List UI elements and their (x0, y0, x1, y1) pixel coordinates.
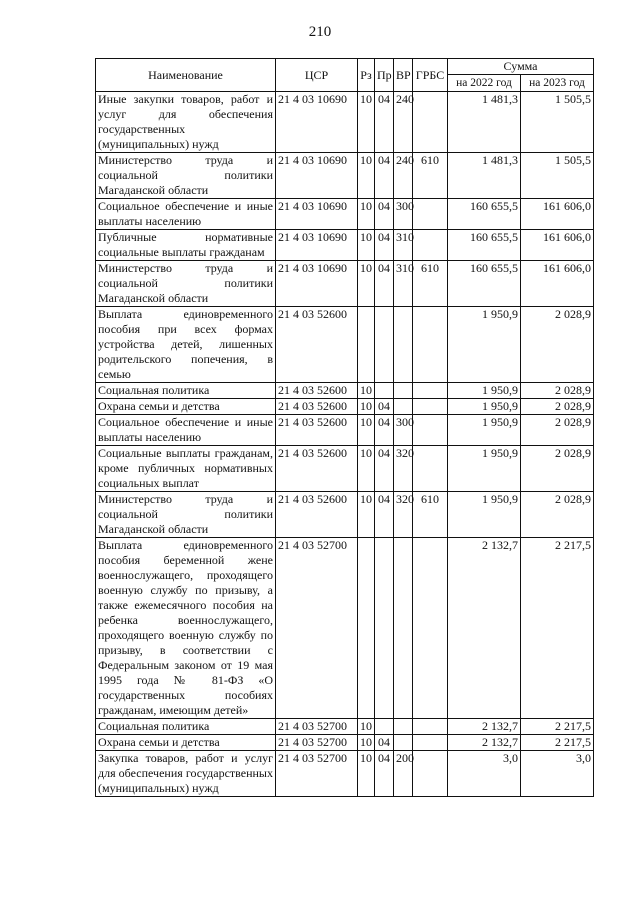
row-csr: 21 4 03 52600 (276, 492, 358, 538)
row-grbs (413, 307, 448, 383)
row-pr: 04 (375, 199, 394, 230)
row-sum-2022: 1 950,9 (448, 307, 521, 383)
row-sum-2023: 2 028,9 (521, 307, 594, 383)
row-rz: 10 (358, 751, 375, 797)
row-sum-2023: 3,0 (521, 751, 594, 797)
table-row (96, 92, 594, 153)
row-sum-2022: 2 132,7 (448, 735, 521, 751)
row-rz (358, 307, 375, 383)
row-csr: 21 4 03 52700 (276, 719, 358, 735)
table-header (96, 59, 594, 92)
row-vr (394, 307, 413, 383)
table-row (96, 261, 594, 307)
row-pr: 04 (375, 735, 394, 751)
row-name: Министерство труда и социальной политики Магаданской области (96, 261, 276, 307)
row-sum-2023: 2 028,9 (521, 492, 594, 538)
header-rz: Рз (358, 59, 375, 92)
table-body (96, 92, 594, 797)
row-grbs: 610 (413, 261, 448, 307)
row-sum-2023: 1 505,5 (521, 92, 594, 153)
row-csr: 21 4 03 52600 (276, 415, 358, 446)
table-row (96, 383, 594, 399)
header-name: Наименование (96, 59, 276, 92)
row-sum-2022: 1 950,9 (448, 446, 521, 492)
row-sum-2023: 2 028,9 (521, 399, 594, 415)
row-vr: 200 (394, 751, 413, 797)
row-csr: 21 4 03 52600 (276, 383, 358, 399)
row-grbs: 610 (413, 153, 448, 199)
row-vr (394, 735, 413, 751)
row-sum-2022: 1 950,9 (448, 399, 521, 415)
row-pr: 04 (375, 492, 394, 538)
row-name: Министерство труда и социальной политики Магаданской области (96, 492, 276, 538)
header-csr: ЦСР (276, 59, 358, 92)
table-row (96, 415, 594, 446)
row-grbs (413, 735, 448, 751)
row-sum-2023: 2 028,9 (521, 446, 594, 492)
table-row (96, 199, 594, 230)
row-csr: 21 4 03 52600 (276, 446, 358, 492)
row-rz: 10 (358, 383, 375, 399)
row-csr: 21 4 03 10690 (276, 199, 358, 230)
row-sum-2022: 2 132,7 (448, 538, 521, 719)
row-vr: 300 (394, 199, 413, 230)
table-row (96, 538, 594, 719)
row-sum-2022: 1 950,9 (448, 383, 521, 399)
table-row (96, 399, 594, 415)
table-row (96, 153, 594, 199)
row-name: Выплата единовременного пособия беременной жене военнослужащего, проходящего военную службу по призыву, а также ежемесячного пособия на ребенка военнослужащего, проходящего военную службу по призыву, в соответствии с Федеральным законом от 19 мая 1995 года № 81-ФЗ «О государственных пособиях гражданам, имеющим детей» (96, 538, 276, 719)
row-name: Социальное обеспечение и иные выплаты населению (96, 415, 276, 446)
row-rz: 10 (358, 415, 375, 446)
row-grbs (413, 751, 448, 797)
row-vr: 320 (394, 446, 413, 492)
row-name: Охрана семьи и детства (96, 399, 276, 415)
header-vr: ВР (394, 59, 413, 92)
row-sum-2023: 161 606,0 (521, 261, 594, 307)
row-grbs (413, 538, 448, 719)
row-rz: 10 (358, 719, 375, 735)
row-sum-2022: 1 950,9 (448, 415, 521, 446)
row-name: Социальное обеспечение и иные выплаты населению (96, 199, 276, 230)
row-rz: 10 (358, 199, 375, 230)
row-rz: 10 (358, 446, 375, 492)
row-csr: 21 4 03 10690 (276, 153, 358, 199)
row-vr: 240 (394, 153, 413, 199)
row-sum-2023: 2 217,5 (521, 538, 594, 719)
row-sum-2022: 1 481,3 (448, 153, 521, 199)
budget-table (95, 58, 594, 797)
row-name: Министерство труда и социальной политики Магаданской области (96, 153, 276, 199)
row-pr (375, 719, 394, 735)
row-sum-2022: 3,0 (448, 751, 521, 797)
row-grbs (413, 399, 448, 415)
row-sum-2022: 2 132,7 (448, 719, 521, 735)
row-grbs (413, 92, 448, 153)
row-name: Охрана семьи и детства (96, 735, 276, 751)
row-name: Иные закупки товаров, работ и услуг для обеспечения государственных (муниципальных) нужд (96, 92, 276, 153)
row-sum-2022: 1 950,9 (448, 492, 521, 538)
row-vr: 310 (394, 230, 413, 261)
row-vr (394, 719, 413, 735)
row-grbs (413, 446, 448, 492)
row-rz: 10 (358, 92, 375, 153)
row-pr: 04 (375, 230, 394, 261)
row-rz: 10 (358, 153, 375, 199)
table-row (96, 307, 594, 383)
row-csr: 21 4 03 52600 (276, 307, 358, 383)
row-rz: 10 (358, 492, 375, 538)
row-name: Социальные выплаты гражданам, кроме публичных нормативных социальных выплат (96, 446, 276, 492)
row-csr: 21 4 03 52700 (276, 538, 358, 719)
row-sum-2023: 1 505,5 (521, 153, 594, 199)
row-csr: 21 4 03 52700 (276, 751, 358, 797)
row-rz: 10 (358, 735, 375, 751)
table-row (96, 719, 594, 735)
table-row (96, 230, 594, 261)
row-vr (394, 383, 413, 399)
row-rz: 10 (358, 230, 375, 261)
table-row (96, 735, 594, 751)
row-pr (375, 307, 394, 383)
row-pr: 04 (375, 261, 394, 307)
row-grbs (413, 199, 448, 230)
row-sum-2022: 160 655,5 (448, 261, 521, 307)
row-grbs: 610 (413, 492, 448, 538)
header-year-2023: на 2023 год (521, 75, 594, 92)
row-sum-2023: 2 028,9 (521, 415, 594, 446)
row-sum-2022: 160 655,5 (448, 230, 521, 261)
row-sum-2023: 161 606,0 (521, 230, 594, 261)
row-csr: 21 4 03 52600 (276, 399, 358, 415)
row-sum-2023: 161 606,0 (521, 199, 594, 230)
row-name: Социальная политика (96, 383, 276, 399)
header-pr: Пр (375, 59, 394, 92)
row-grbs (413, 230, 448, 261)
row-grbs (413, 415, 448, 446)
row-vr (394, 538, 413, 719)
row-rz: 10 (358, 399, 375, 415)
row-csr: 21 4 03 10690 (276, 230, 358, 261)
row-sum-2023: 2 217,5 (521, 719, 594, 735)
row-name: Закупка товаров, работ и услуг для обеспечения государственных (муниципальных) нужд (96, 751, 276, 797)
row-vr: 320 (394, 492, 413, 538)
table-row (96, 492, 594, 538)
row-sum-2023: 2 028,9 (521, 383, 594, 399)
row-pr: 04 (375, 92, 394, 153)
row-sum-2023: 2 217,5 (521, 735, 594, 751)
row-csr: 21 4 03 10690 (276, 92, 358, 153)
row-sum-2022: 1 481,3 (448, 92, 521, 153)
row-pr: 04 (375, 446, 394, 492)
row-pr (375, 538, 394, 719)
header-sum: Сумма (448, 59, 594, 75)
row-name: Социальная политика (96, 719, 276, 735)
row-pr: 04 (375, 751, 394, 797)
row-vr: 300 (394, 415, 413, 446)
row-rz: 10 (358, 261, 375, 307)
row-vr: 240 (394, 92, 413, 153)
row-grbs (413, 383, 448, 399)
row-name: Публичные нормативные социальные выплаты гражданам (96, 230, 276, 261)
row-vr: 310 (394, 261, 413, 307)
row-pr (375, 383, 394, 399)
table-row (96, 446, 594, 492)
row-pr: 04 (375, 415, 394, 446)
header-year-2022: на 2022 год (448, 75, 521, 92)
row-rz (358, 538, 375, 719)
table-row (96, 751, 594, 797)
row-csr: 21 4 03 52700 (276, 735, 358, 751)
row-pr: 04 (375, 399, 394, 415)
row-vr (394, 399, 413, 415)
row-pr: 04 (375, 153, 394, 199)
header-grbs: ГРБС (413, 59, 448, 92)
row-name: Выплата единовременного пособия при всех формах устройства детей, лишенных родительского попечения, в семью (96, 307, 276, 383)
row-csr: 21 4 03 10690 (276, 261, 358, 307)
row-sum-2022: 160 655,5 (448, 199, 521, 230)
row-grbs (413, 719, 448, 735)
page-number: 210 (308, 24, 332, 40)
